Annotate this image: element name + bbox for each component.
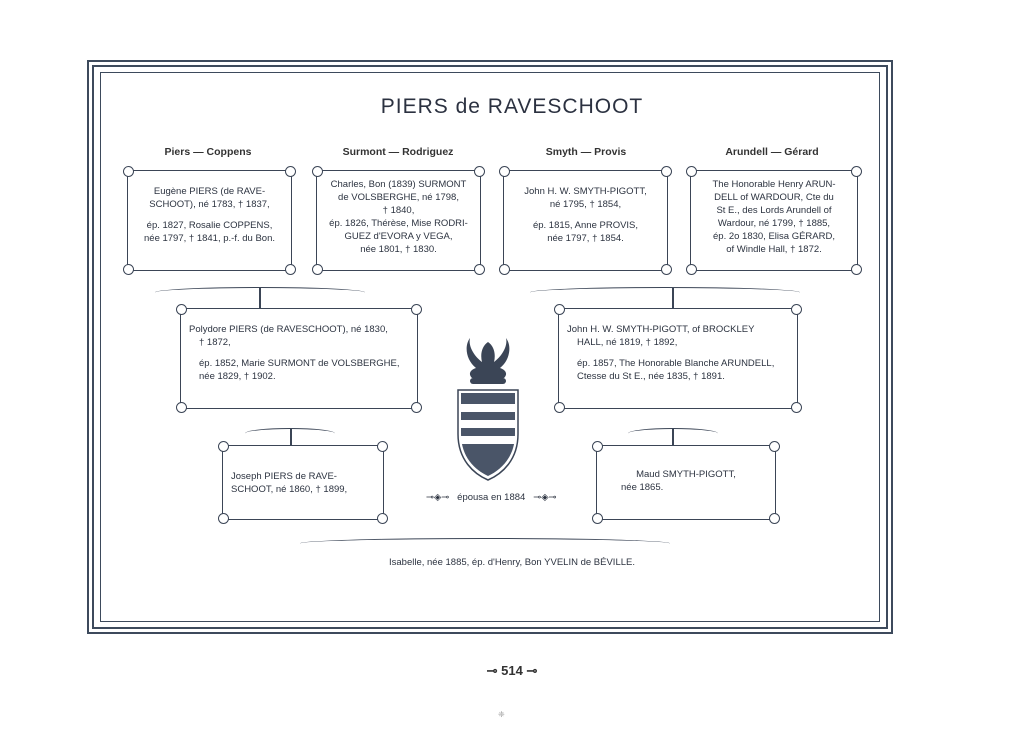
box-john-smyth-pigott-brockley: John H. W. SMYTH-PIGOTT, of BROCKLEY HALL, né 1819, † 1892, ép. 1857, The Honorable Blanche ARUNDELL, Ctesse du St E., née 1835, † 1891. (558, 308, 798, 409)
box-henry-arundell: The Honorable Henry ARUN- DELL of WARDOUR, Cte du St E., des Lords Arundell of Wardour, né 1799, † 1885, ép. 2o 1830, Elisa GÉRARD, of Windle Hall, † 1872. (690, 170, 858, 271)
ornament-left-icon: ⊸◈⊸ (426, 492, 450, 503)
family-heading-piers-coppens: Piers — Coppens (164, 146, 252, 158)
marriage-note: ⊸◈⊸ épousa en 1884 ⊸◈⊸ (426, 492, 557, 503)
connector-line-gen3-left (290, 429, 292, 445)
coat-of-arms-emblem (452, 334, 524, 484)
family-heading-smyth-provis: Smyth — Provis (545, 146, 627, 158)
connector-brace-right (530, 287, 800, 298)
ornament-right-icon: ⊸◈⊸ (533, 492, 557, 503)
shield-icon (458, 390, 518, 480)
box-eugene-piers: Eugène PIERS (de RAVE- SCHOOT), né 1783, † 1837, ép. 1827, Rosalie COPPENS, née 1797, † 1841, p.-f. du Bon. (127, 170, 292, 271)
connector-line-right (672, 288, 674, 308)
crest-bird-icon (467, 338, 510, 384)
connector-line-gen3-right (672, 429, 674, 445)
box-polydore-piers: Polydore PIERS (de RAVESCHOOT), né 1830, † 1872, ép. 1852, Marie SURMONT de VOLSBERGHE, née 1829, † 1902. (180, 308, 418, 409)
ornament-left-icon: ⊸ (486, 663, 502, 678)
family-heading-arundell-gerard: Arundell — Gérard (725, 146, 819, 158)
connector-brace-child (300, 538, 670, 549)
box-maud-smyth-pigott: Maud SMYTH-PIGOTT, née 1865. (596, 445, 776, 520)
page-title: PIERS de RAVESCHOOT (380, 95, 644, 118)
child-isabelle: Isabelle, née 1885, ép. d'Henry, Bon YVELIN de BÉVILLE. (389, 557, 635, 568)
family-heading-surmont-rodriguez: Surmont — Rodriguez (342, 146, 454, 158)
box-charles-surmont: Charles, Bon (1839) SURMONT de VOLSBERGHE, né 1798, † 1840, ép. 1826, Thérèse, Mise RODRI- GUEZ d'EVORA y VEGA, née 1801, † 1830. (316, 170, 481, 271)
printer-mark-icon: ❈ (498, 710, 505, 719)
box-john-smyth-pigott-senior: John H. W. SMYTH-PIGOTT, né 1795, † 1854, ép. 1815, Anne PROVIS, née 1797, † 1854. (503, 170, 668, 271)
connector-line-left (259, 288, 261, 308)
ornament-right-icon: ⊸ (522, 663, 538, 678)
box-joseph-piers: Joseph PIERS de RAVE- SCHOOT, né 1860, † 1899, (222, 445, 384, 520)
page-number: ⊸ 514 ⊸ (486, 663, 538, 678)
